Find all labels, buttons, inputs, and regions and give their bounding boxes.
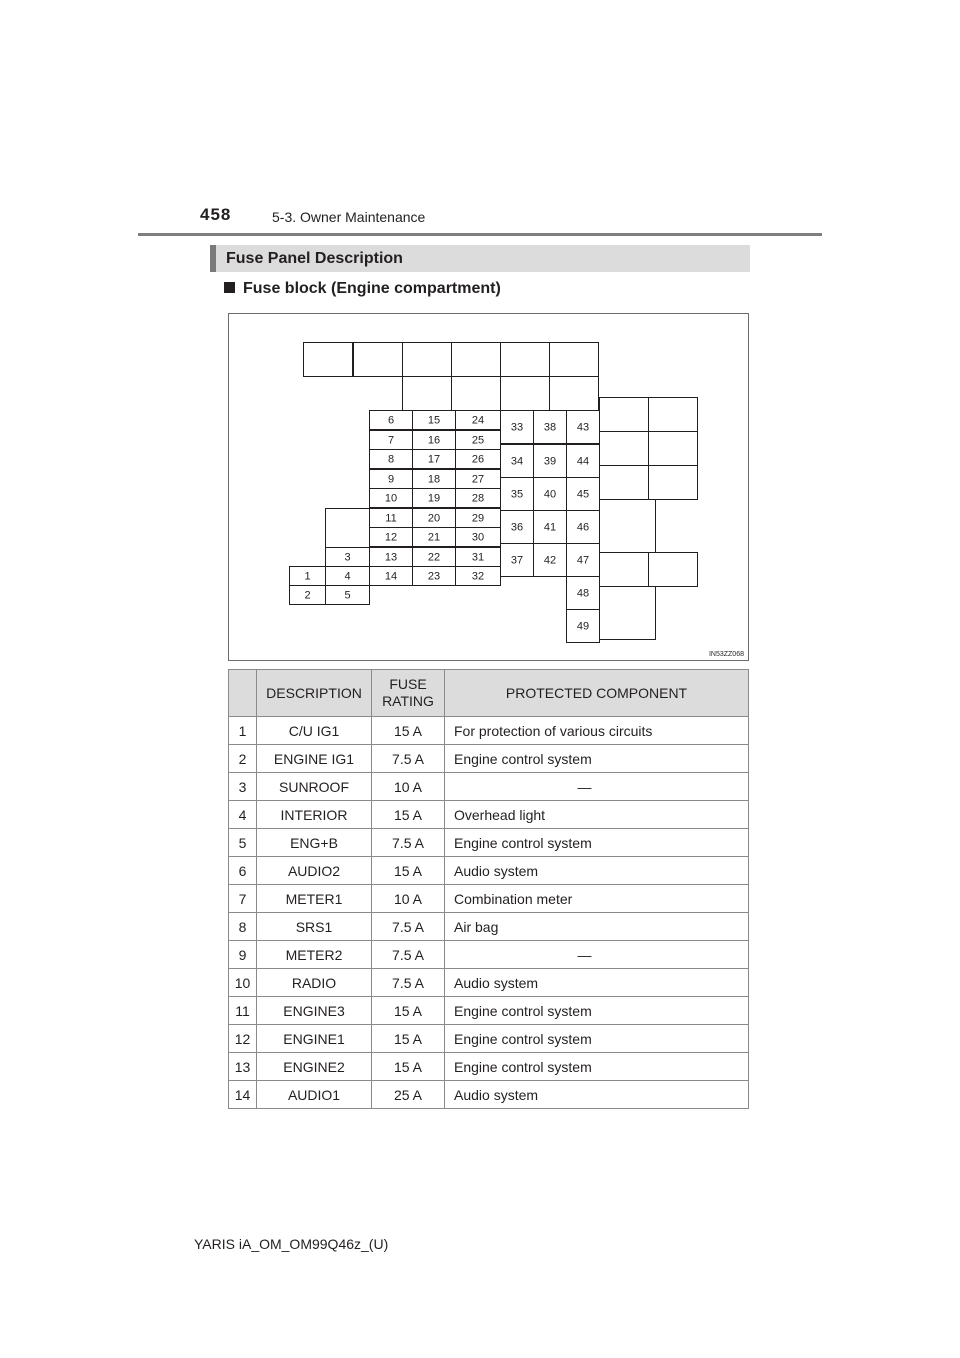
fuse-slot-label: 20: [427, 512, 441, 525]
fuse-slot-label: 34: [510, 455, 524, 468]
fuse-slot-label: 22: [427, 551, 441, 564]
cell-description: ENGINE IG1: [257, 745, 372, 773]
cell-number: 6: [229, 857, 257, 885]
cell-description: AUDIO2: [257, 857, 372, 885]
cell-number: 8: [229, 913, 257, 941]
cell-fuse-rating: 7.5 A: [372, 969, 445, 997]
cell-description: METER1: [257, 885, 372, 913]
subheading: [224, 280, 501, 298]
table-row: [229, 1081, 749, 1109]
fuse-slot-label: 32: [471, 570, 485, 583]
document-id: YARIS iA_OM_OM99Q46z_(U): [194, 1236, 389, 1252]
fuse-slot-label: 2: [304, 589, 311, 602]
cell-protected-component: Audio system: [445, 1081, 749, 1109]
fuse-slot-label: 11: [385, 512, 397, 525]
fuse-slot-label: 27: [471, 473, 485, 486]
table-row: [229, 969, 749, 997]
fuse-slot-label: 26: [471, 453, 485, 466]
cell-protected-component: For protection of various circuits: [445, 717, 749, 745]
table-row: [229, 801, 749, 829]
cell-number: 1: [229, 717, 257, 745]
cell-number: 10: [229, 969, 257, 997]
table-row: [229, 997, 749, 1025]
relay-slot: [600, 398, 649, 432]
table-row: [229, 1025, 749, 1053]
relay-slot: [600, 500, 656, 553]
fuse-slot-label: 47: [576, 554, 590, 567]
cell-number: 5: [229, 829, 257, 857]
fuse-slot-label: 15: [427, 414, 441, 427]
relay-slot: [649, 398, 698, 432]
cell-description: ENGINE3: [257, 997, 372, 1025]
fuse-slot-label: 3: [344, 551, 351, 564]
fuse-slot-label: 17: [427, 453, 441, 466]
cell-number: 12: [229, 1025, 257, 1053]
fuse-slot-label: 13: [384, 551, 398, 564]
table-row: [229, 885, 749, 913]
panel-heading-bar: [210, 245, 750, 272]
relay-slot: [649, 466, 698, 500]
cell-description: SUNROOF: [257, 773, 372, 801]
square-bullet-icon: [224, 282, 235, 293]
cell-description: ENG+B: [257, 829, 372, 857]
fuse-slot-label: 30: [471, 531, 485, 544]
fuse-slot-label: 23: [427, 570, 441, 583]
cell-number: 4: [229, 801, 257, 829]
relay-slot: [600, 432, 649, 466]
relay-slot: [649, 432, 698, 466]
panel-heading-text: Fuse Panel Description: [226, 250, 403, 267]
cell-protected-component: Audio system: [445, 857, 749, 885]
fuse-slot-label: 24: [471, 414, 485, 427]
fuse-slot-label: 6: [387, 414, 395, 427]
header-divider: [138, 233, 822, 236]
cell-description: METER2: [257, 941, 372, 969]
cell-fuse-rating: 7.5 A: [372, 913, 445, 941]
fuse-slot-label: 14: [384, 570, 398, 583]
cell-fuse-rating: 10 A: [372, 885, 445, 913]
fuse-slot-label: 9: [387, 473, 395, 486]
cell-fuse-rating: 15 A: [372, 1025, 445, 1053]
fuse-slot-label: 21: [427, 531, 441, 544]
cell-protected-component: Engine control system: [445, 745, 749, 773]
cell-protected-component: Combination meter: [445, 885, 749, 913]
cell-number: 11: [229, 997, 257, 1025]
header-protected-component: PROTECTED COMPONENT: [445, 670, 749, 717]
cell-description: SRS1: [257, 913, 372, 941]
fuse-slot-label: 35: [510, 488, 524, 501]
fuse-slot-label: 4: [344, 570, 351, 583]
cell-protected-component: Engine control system: [445, 1053, 749, 1081]
header-number: [229, 670, 257, 717]
relay-slot: [403, 343, 452, 377]
cell-protected-component: Engine control system: [445, 997, 749, 1025]
fuse-table: [228, 669, 749, 1109]
relay-slot: [403, 377, 452, 411]
fuse-slot-label: 12: [384, 531, 398, 544]
cell-protected-component: —: [445, 773, 749, 801]
relay-slot: [649, 553, 698, 587]
cell-fuse-rating: 15 A: [372, 1053, 445, 1081]
fuse-slot-label: 25: [471, 434, 485, 447]
fuse-slot-label: 5: [344, 589, 351, 602]
table-header-row: [229, 670, 749, 717]
cell-description: RADIO: [257, 969, 372, 997]
cell-number: 3: [229, 773, 257, 801]
fuse-slot-label: 10: [384, 492, 398, 505]
fuse-slot-label: 28: [471, 492, 485, 505]
fuse-slot-label: 33: [510, 421, 524, 434]
cell-fuse-rating: 7.5 A: [372, 829, 445, 857]
table-row: [229, 941, 749, 969]
table-row: [229, 829, 749, 857]
cell-description: C/U IG1: [257, 717, 372, 745]
fuse-slot-label: 19: [427, 492, 441, 505]
table-row: [229, 773, 749, 801]
header-description: DESCRIPTION: [257, 670, 372, 717]
cell-number: 14: [229, 1081, 257, 1109]
cell-protected-component: Engine control system: [445, 829, 749, 857]
cell-fuse-rating: 7.5 A: [372, 941, 445, 969]
relay-slot: [600, 587, 656, 640]
fuse-diagram-frame: [228, 313, 749, 661]
cell-fuse-rating: 15 A: [372, 997, 445, 1025]
header-fuse-rating: FUSE RATING: [372, 670, 445, 717]
fuse-slot-label: 44: [576, 455, 590, 468]
relay-slot: [354, 343, 403, 377]
cell-number: 7: [229, 885, 257, 913]
cell-protected-component: —: [445, 941, 749, 969]
fuse-slot-label: 41: [543, 521, 557, 534]
table-row: [229, 717, 749, 745]
figure-id: IN53ZZ068: [708, 651, 744, 658]
cell-protected-component: Overhead light: [445, 801, 749, 829]
fuse-slot-label: 29: [471, 512, 485, 525]
fuse-slot-label: 7: [387, 434, 395, 447]
fuse-slot-label: 43: [576, 421, 590, 434]
relay-slot: [452, 377, 501, 411]
fuse-block-diagram: [229, 314, 750, 662]
cell-description: INTERIOR: [257, 801, 372, 829]
table-row: [229, 913, 749, 941]
relay-slot: [501, 343, 550, 377]
cell-fuse-rating: 15 A: [372, 857, 445, 885]
cell-fuse-rating: 10 A: [372, 773, 445, 801]
cell-protected-component: Engine control system: [445, 1025, 749, 1053]
table-row: [229, 1053, 749, 1081]
fuse-slot-label: 45: [576, 488, 590, 501]
relay-slot: [550, 377, 599, 411]
relay-slot: [600, 553, 649, 587]
cell-fuse-rating: 25 A: [372, 1081, 445, 1109]
cell-number: 2: [229, 745, 257, 773]
fuse-slot-label: 39: [543, 455, 557, 468]
fuse-slot-label: 46: [576, 521, 590, 534]
cell-fuse-rating: 15 A: [372, 717, 445, 745]
fuse-slot-label: 8: [387, 453, 395, 466]
cell-number: 9: [229, 941, 257, 969]
cell-fuse-rating: 7.5 A: [372, 745, 445, 773]
section-title: 5-3. Owner Maintenance: [272, 209, 426, 225]
table-row: [229, 857, 749, 885]
relay-slot: [501, 377, 550, 411]
cell-protected-component: Air bag: [445, 913, 749, 941]
relay-slot: [326, 509, 370, 548]
relay-slot: [600, 466, 649, 500]
cell-description: AUDIO1: [257, 1081, 372, 1109]
table-row: [229, 745, 749, 773]
fuse-slot-label: 49: [576, 620, 590, 633]
cell-description: ENGINE1: [257, 1025, 372, 1053]
fuse-slot-label: 16: [427, 434, 441, 447]
cell-description: ENGINE2: [257, 1053, 372, 1081]
page-number: 458: [200, 205, 232, 224]
cell-protected-component: Audio system: [445, 969, 749, 997]
fuse-slot-label: 42: [543, 554, 557, 567]
cell-fuse-rating: 15 A: [372, 801, 445, 829]
relay-slot: [304, 343, 353, 377]
fuse-slot-label: 40: [543, 488, 557, 501]
fuse-slot-label: 36: [510, 521, 524, 534]
fuse-slot-label: 48: [576, 587, 590, 600]
relay-slot: [550, 343, 599, 377]
fuse-slot-label: 37: [510, 554, 524, 567]
fuse-slot-label: 38: [543, 421, 557, 434]
relay-slot: [452, 343, 501, 377]
subheading-text: Fuse block (Engine compartment): [243, 280, 501, 297]
fuse-slot-label: 1: [304, 570, 311, 583]
fuse-slot-label: 18: [427, 473, 441, 486]
fuse-slot-label: 31: [471, 551, 485, 564]
cell-number: 13: [229, 1053, 257, 1081]
